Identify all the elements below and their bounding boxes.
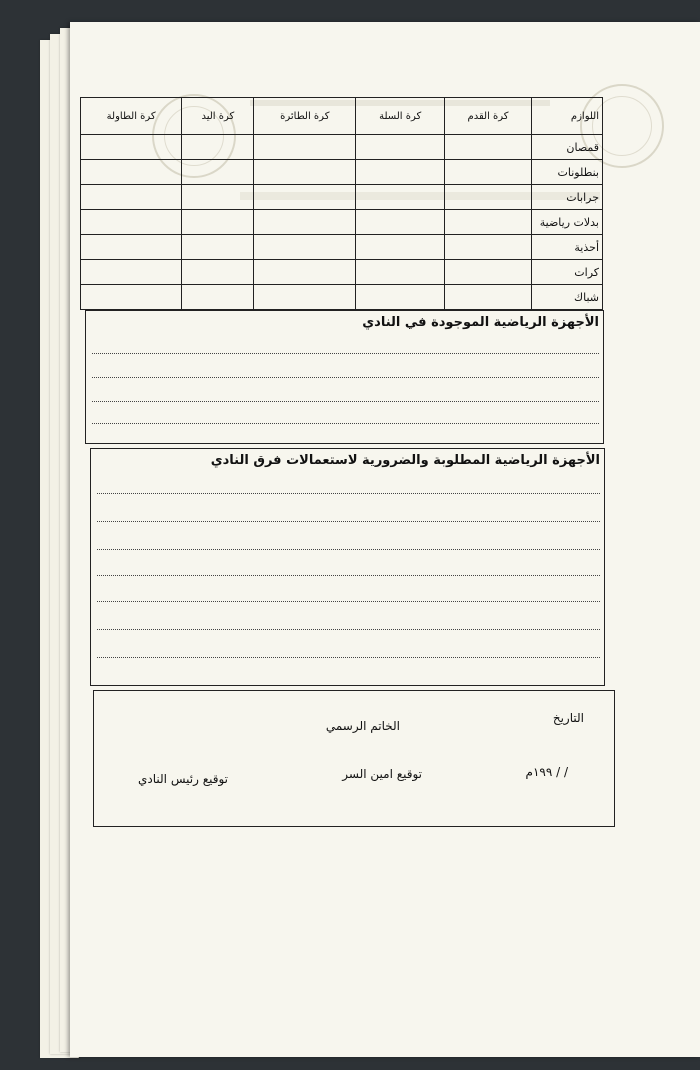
table-cell[interactable] <box>445 235 532 260</box>
column-header: كرة السلة <box>356 98 445 135</box>
table-cell[interactable] <box>356 260 445 285</box>
table-cell[interactable] <box>254 235 356 260</box>
writing-line[interactable] <box>97 657 600 658</box>
secretary-signature-label: توقيع امين السر <box>342 767 422 781</box>
table-cell[interactable] <box>182 160 254 185</box>
table-cell[interactable] <box>182 135 254 160</box>
signature-section <box>93 690 615 827</box>
table-cell[interactable] <box>81 235 182 260</box>
table-cell[interactable] <box>445 160 532 185</box>
table-cell[interactable] <box>356 185 445 210</box>
item-label-cell: بدلات رياضية <box>532 210 603 235</box>
table-cell[interactable] <box>254 285 356 310</box>
writing-line[interactable] <box>97 575 600 576</box>
table-cell[interactable] <box>356 285 445 310</box>
table-cell[interactable] <box>356 210 445 235</box>
table-cell[interactable] <box>81 260 182 285</box>
table-row <box>81 260 603 285</box>
writing-line[interactable] <box>97 601 600 602</box>
required-equipment-section <box>90 448 605 686</box>
table-cell[interactable] <box>182 235 254 260</box>
table-cell[interactable] <box>81 210 182 235</box>
writing-line[interactable] <box>92 423 599 424</box>
table-row <box>81 135 603 160</box>
writing-line[interactable] <box>92 401 599 402</box>
table-row <box>81 185 603 210</box>
table-cell[interactable] <box>182 185 254 210</box>
table-cell[interactable] <box>254 210 356 235</box>
item-label-cell: أحذية <box>532 235 603 260</box>
table-row <box>81 160 603 185</box>
existing-equipment-section <box>85 310 604 444</box>
table-row <box>81 285 603 310</box>
table-cell[interactable] <box>445 210 532 235</box>
writing-line[interactable] <box>97 629 600 630</box>
president-signature-label: توقيع رئيس النادي <box>138 772 228 786</box>
table-cell[interactable] <box>445 260 532 285</box>
date-value[interactable]: / / ١٩٩م <box>525 765 568 779</box>
item-label-cell: جرابات <box>532 185 603 210</box>
table-cell[interactable] <box>356 160 445 185</box>
column-header: كرة اليد <box>182 98 254 135</box>
table-cell[interactable] <box>81 285 182 310</box>
writing-line[interactable] <box>92 377 599 378</box>
item-label-cell: كرات <box>532 260 603 285</box>
table-cell[interactable] <box>254 135 356 160</box>
table-cell[interactable] <box>182 285 254 310</box>
table-cell[interactable] <box>445 285 532 310</box>
item-label-cell: قمصان <box>532 135 603 160</box>
column-header: كرة الطائرة <box>254 98 356 135</box>
date-label: التاريخ <box>552 711 584 725</box>
equipment-table <box>80 97 603 310</box>
table-row <box>81 235 603 260</box>
section-title: الأجهزة الرياضية الموجودة في النادي <box>362 315 599 330</box>
section-title: الأجهزة الرياضية المطلوبة والضرورية لاستعمالات فرق النادي <box>210 453 600 468</box>
table-cell[interactable] <box>254 160 356 185</box>
writing-line[interactable] <box>92 353 599 354</box>
column-header: اللوازم <box>532 98 603 135</box>
writing-line[interactable] <box>97 493 600 494</box>
table-cell[interactable] <box>254 260 356 285</box>
table-cell[interactable] <box>445 185 532 210</box>
official-seal-label: الخاتم الرسمي <box>325 719 400 733</box>
item-label-cell: بنطلونات <box>532 160 603 185</box>
table-row <box>81 210 603 235</box>
writing-line[interactable] <box>97 521 600 522</box>
table-cell[interactable] <box>182 260 254 285</box>
table-cell[interactable] <box>445 135 532 160</box>
item-label-cell: شباك <box>532 285 603 310</box>
writing-line[interactable] <box>97 549 600 550</box>
table-cell[interactable] <box>81 185 182 210</box>
table-cell[interactable] <box>254 185 356 210</box>
table-cell[interactable] <box>81 160 182 185</box>
table-header-row <box>81 98 603 135</box>
column-header: كرة القدم <box>445 98 532 135</box>
table-cell[interactable] <box>356 135 445 160</box>
table-cell[interactable] <box>356 235 445 260</box>
table-cell[interactable] <box>81 135 182 160</box>
table-cell[interactable] <box>182 210 254 235</box>
column-header: كرة الطاولة <box>81 98 182 135</box>
